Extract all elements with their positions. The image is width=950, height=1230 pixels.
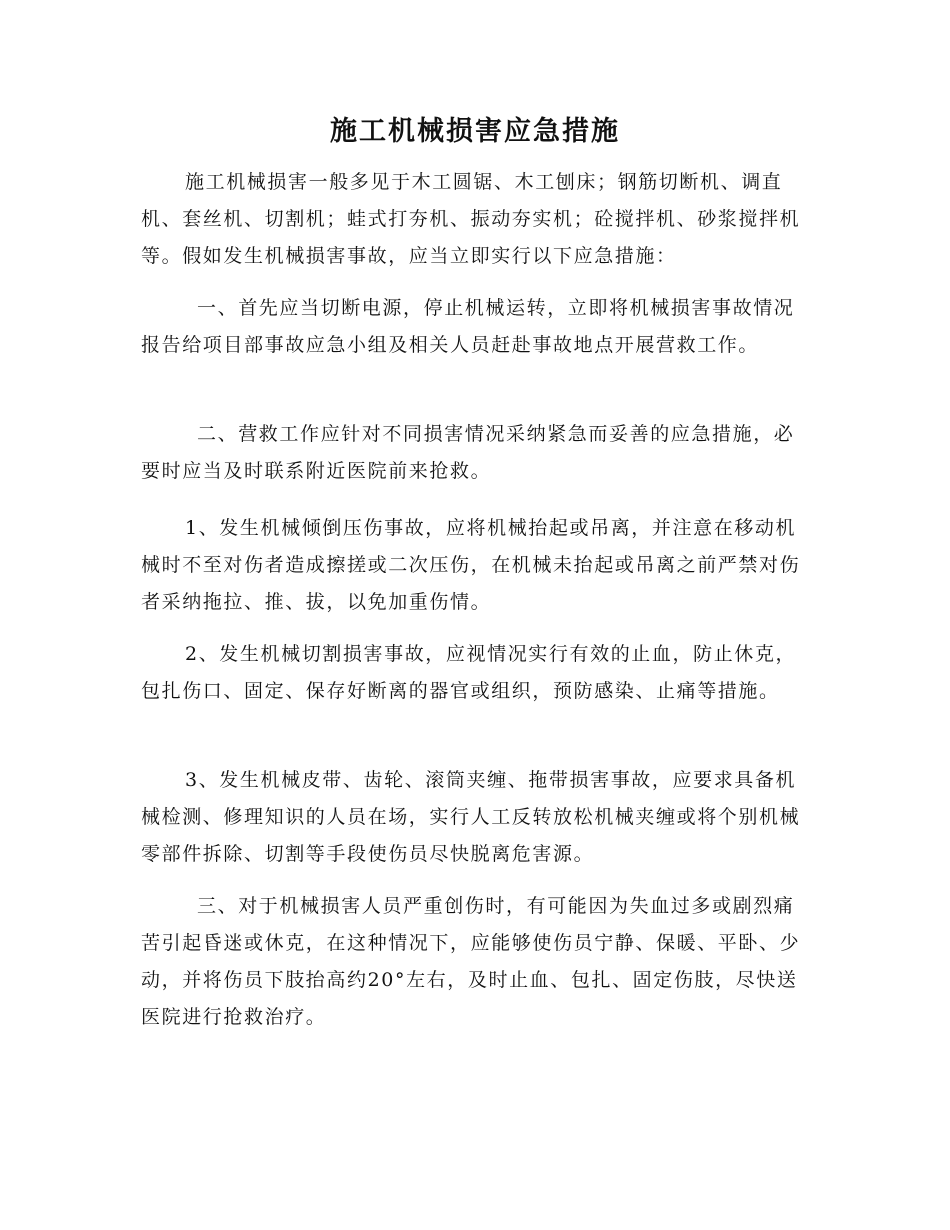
- paragraph-step-three: 三、对于机械损害人员严重创伤时，有可能因为失血过多或剧烈痛苦引起昏迷或休克，在这种情况下，应能够使伤员宁静、保暖、平卧、少动，并将伤员下肢抬高约20°左右，及时止血、包扎、固定伤肢，尽快送医院进行抢救治疗。: [141, 895, 801, 1028]
- paragraph-step-one: 一、首先应当切断电源，停止机械运转，立即将机械损害事故情况报告给项目部事故应急小组及相关人员赶赴事故地点开展营救工作。: [141, 297, 795, 356]
- paragraph-item-3: 3、发生机械皮带、齿轮、滚筒夹缠、拖带损害事故，应要求具备机械检测、修理知识的人员在场，实行人工反转放松机械夹缠或将个别机械零部件拆除、切割等手段使伤员尽快脱离危害源。: [141, 769, 801, 865]
- document-title: 施工机械损害应急措施: [330, 116, 620, 147]
- paragraph-step-two: 二、营救工作应针对不同损害情况采纳紧急而妥善的应急措施，必要时应当及时联系附近医院前来抢救。: [141, 423, 795, 482]
- paragraph-item-2: 2、发生机械切割损害事故，应视情况实行有效的止血，防止休克，包扎伤口、固定、保存好断离的器官或组织，预防感染、止痛等措施。: [141, 643, 797, 702]
- paragraph-item-1: 1、发生机械倾倒压伤事故，应将机械抬起或吊离，并注意在移动机械时不至对伤者造成擦搓或二次压伤，在机械未抬起或吊离之前严禁对伤者采纳拖拉、推、拔，以免加重伤情。: [141, 517, 801, 613]
- paragraph-intro: 施工机械损害一般多见于木工圆锯、木工刨床；钢筋切断机、调直机、套丝机、切割机；蛙式打夯机、振动夯实机；砼搅拌机、砂浆搅拌机等。假如发生机械损害事故，应当立即实行以下应急措施：: [141, 171, 801, 267]
